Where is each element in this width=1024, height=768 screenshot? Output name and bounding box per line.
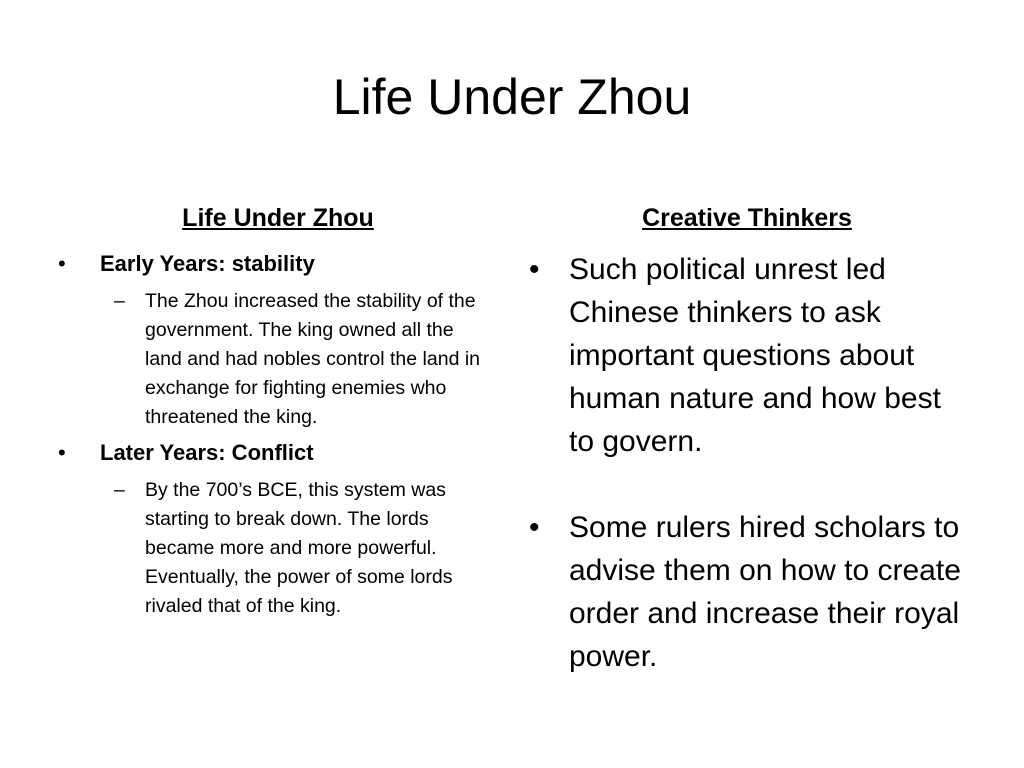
list-item <box>521 506 973 678</box>
left-column-heading: Life Under Zhou <box>182 204 374 232</box>
sub-bullet-text: The Zhou increased the stability of the government. The king owned all the land and had nobles control the land in exchange for fighting enemies who threatened the king. <box>145 290 481 428</box>
list-item <box>521 248 973 463</box>
bullet-icon: • <box>529 511 540 544</box>
bullet-text: Some rulers hired scholars to advise them on how to create order and increase their royal power. <box>569 511 961 673</box>
dash-icon: – <box>114 290 125 312</box>
dash-icon: – <box>114 479 125 501</box>
bullet-text: Such political unrest led Chinese thinkers to ask important questions about human nature and how best to govern. <box>569 253 941 458</box>
left-bullet-list <box>52 249 504 621</box>
sub-bullet-text: By the 700’s BCE, this system was starting to break down. The lords became more and more powerful. Eventually, the power of some lords rivaled that of the king. <box>145 479 453 617</box>
list-item-early-years <box>52 249 504 432</box>
list-item-later-years <box>52 438 504 621</box>
bullet-icon: • <box>529 253 540 286</box>
bullet-icon: • <box>58 251 66 276</box>
slide-title: Life Under Zhou <box>332 69 692 125</box>
right-column-heading: Creative Thinkers <box>642 204 852 232</box>
bullet-label: Early Years: stability <box>100 251 315 276</box>
bullet-label: Later Years: Conflict <box>100 440 314 465</box>
right-bullet-list <box>521 248 973 678</box>
bullet-icon: • <box>58 440 66 465</box>
